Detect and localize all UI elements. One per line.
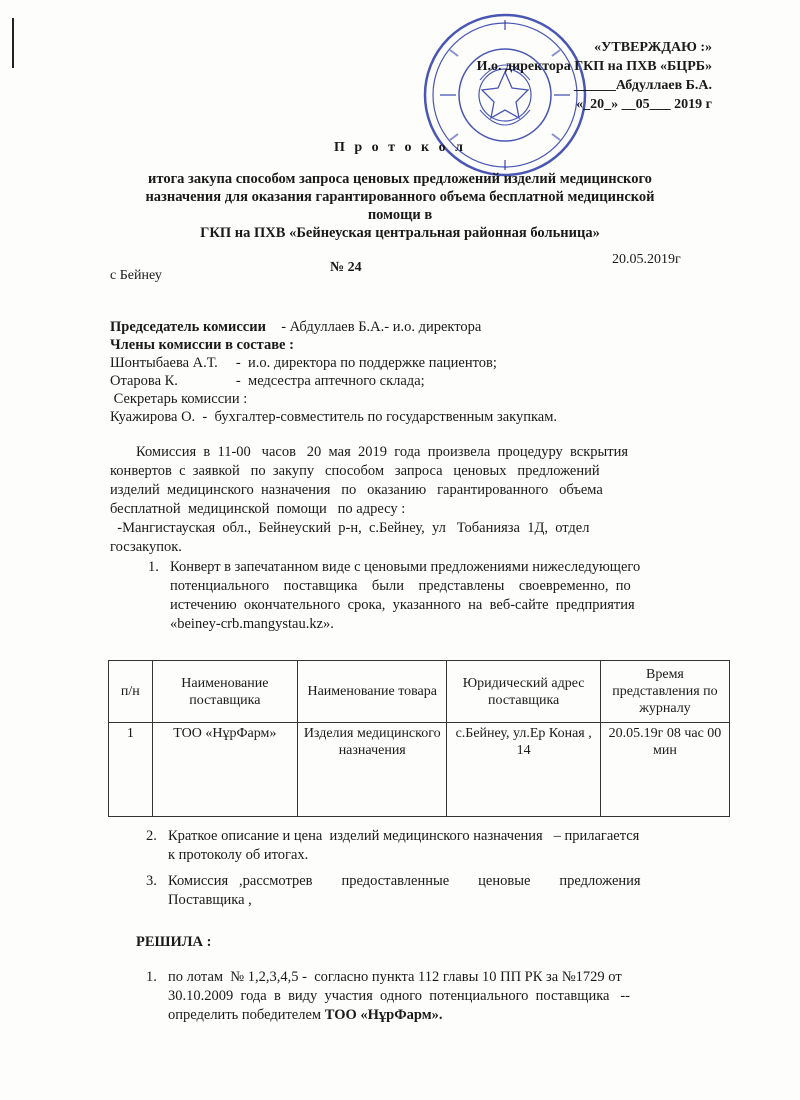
list-item-3 xyxy=(146,872,716,910)
header-cell: Наименование товара xyxy=(298,661,447,723)
subtitle-line-2: назначения для оказания гарантированного объема бесплатной медицинской xyxy=(145,189,655,205)
table-cell: с.Бейнеу, ул.Ер Коная , 14 xyxy=(447,723,600,817)
place: с Бейнеу xyxy=(110,268,162,283)
chair-value: - Абдуллаев Б.А.- и.о. директора xyxy=(281,319,482,335)
protocol-number: № 24 xyxy=(330,260,362,275)
commission-block xyxy=(110,318,557,426)
decision-line-1: по лотам № 1,2,3,4,5 - согласно пункта 112 главы 10 ПП РК за №1729 от xyxy=(168,969,622,985)
decision-line-2: 30.10.2009 года в виду участия одного потенциального поставщика -- xyxy=(168,988,630,1004)
table-cell: 20.05.19г 08 час 00 мин xyxy=(600,723,729,817)
secretary: Куажирова О. - бухгалтер-совместитель по государственным закупкам. xyxy=(110,409,558,425)
secretary-label: Секретарь комиссии : xyxy=(110,391,248,407)
table-cell: Изделия медицинского назначения xyxy=(298,723,447,817)
item-2-line-2: к протоколу об итогах. xyxy=(168,847,309,863)
intro-line-4: бесплатной медицинской помощи по адресу : xyxy=(110,501,406,517)
document-subtitle xyxy=(110,170,690,242)
item-3-line-1: Комиссия ,рассмотрев предоставленные ценовые предложения xyxy=(168,873,641,889)
document-title: П р о т о к о л xyxy=(334,140,466,155)
decision-item xyxy=(146,968,716,1025)
header-cell: Юридический адрес поставщика xyxy=(447,661,600,723)
table-cell: ТОО «НұрФарм» xyxy=(152,723,297,817)
header-cell: Наименование поставщика xyxy=(152,661,297,723)
table-row xyxy=(109,723,730,817)
item-3-number: 3. xyxy=(146,873,157,889)
item-1-line-3: истечению окончательного срока, указанного на веб-сайте предприятия xyxy=(170,597,635,613)
member-2: Отарова К. - медсестра аптечного склада; xyxy=(110,373,425,389)
chair-line xyxy=(110,318,557,336)
subtitle-line-1: итога закупа способом запроса ценовых предложений изделий медицинского xyxy=(148,171,652,187)
intro-line-5: -Мангистауская обл., Бейнеуский р-н, с.Бейнеу, ул Тобанияза 1Д, отдел xyxy=(110,520,590,536)
approval-line-3: ______Абдуллаев Б.А. xyxy=(573,78,712,93)
member-1: Шонтыбаева А.Т. - и.о. директора по поддержке пациентов; xyxy=(110,355,497,371)
table-header-row xyxy=(109,661,730,723)
chair-label: Председатель комиссии xyxy=(110,319,266,335)
approval-block xyxy=(477,38,712,114)
margin-mark xyxy=(12,18,14,68)
approval-line-4: «_20_» __05___ 2019 г xyxy=(576,97,712,112)
subtitle-line-3: помощи в xyxy=(367,207,433,223)
list-item-1 xyxy=(148,558,715,634)
decision-number: 1. xyxy=(146,969,157,985)
item-2-line-1: Краткое описание и цена изделий медицинского назначения – прилагается xyxy=(168,828,640,844)
list-item-2 xyxy=(146,827,716,865)
intro-line-3: изделий медицинского назначения по оказанию гарантированного объема xyxy=(110,482,603,498)
decision-line-3 xyxy=(168,1006,716,1025)
decided-heading: РЕШИЛА : xyxy=(136,934,212,950)
item-1-line-1: Конверт в запечатанном виде с ценовыми предложениями нижеследующего xyxy=(170,559,641,575)
item-1-line-2: потенциального поставщика были представлены своевременно, по xyxy=(170,578,631,594)
approval-line-1: «УТВЕРЖДАЮ :» xyxy=(594,40,712,55)
item-1-number: 1. xyxy=(148,559,159,575)
intro-paragraph xyxy=(110,443,714,557)
header-cell: п/н xyxy=(109,661,153,723)
item-1-line-4: «beiney-crb.mangystau.kz». xyxy=(170,616,334,632)
intro-line-1: Комиссия в 11-00 часов 20 мая 2019 года произвела процедуру вскрытия xyxy=(136,444,629,460)
protocol-date: 20.05.2019г xyxy=(612,252,681,267)
intro-line-6: госзакупок. xyxy=(110,539,182,555)
intro-line-2: конвертов с заявкой по закупу способом запроса ценовых предложений xyxy=(110,463,600,479)
members-label: Члены комиссии в составе : xyxy=(110,337,294,353)
winner: ТОО «НұрФарм». xyxy=(324,1007,443,1023)
suppliers-table xyxy=(108,660,730,817)
header-cell: Время представления по журналу xyxy=(600,661,729,723)
item-2-number: 2. xyxy=(146,828,157,844)
approval-line-2: И.о. директора ГКП на ПХВ «БЦРБ» xyxy=(476,59,712,74)
subtitle-line-4: ГКП на ПХВ «Бейнеуская центральная районная больница» xyxy=(200,225,600,241)
item-3-line-2: Поставщика , xyxy=(168,892,252,908)
decision-line-3-text: определить победителем xyxy=(168,1007,325,1023)
table-cell: 1 xyxy=(109,723,153,817)
